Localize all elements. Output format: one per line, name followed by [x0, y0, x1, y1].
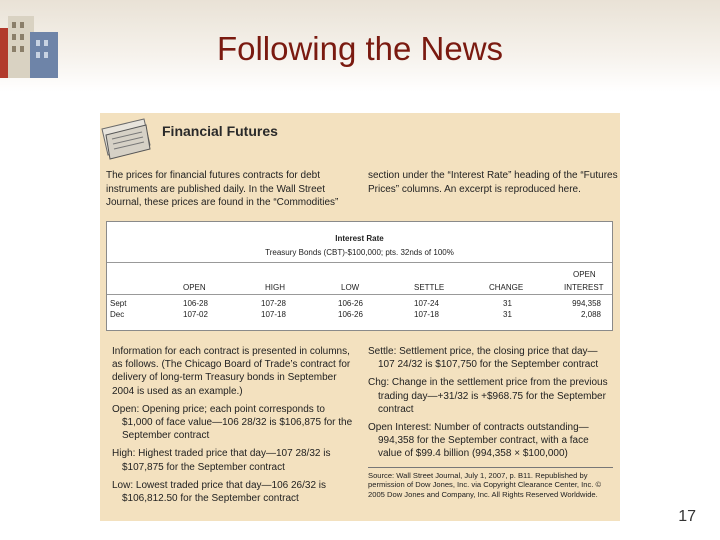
col-header-change: CHANGE: [489, 283, 524, 292]
explanation-open: Open: Opening price; each point corresponds to $1,000 of face value—106 28/32 is $106,875 for the September contract: [112, 403, 353, 442]
cell-high: 107-18: [261, 310, 286, 319]
explanation-settle: Settle: Settlement price, the closing price that day—107 24/32 is $107,750 for the September contract: [368, 346, 599, 371]
source-citation: Source: Wall Street Journal, July 1, 2007, p. B11. Republished by permission of Dow Jones, Inc. via Copyright Clearance Center, Inc. © 2005 Dow Jones and Company, Inc. All Rights Reserved Worldwide.: [368, 467, 613, 500]
explanations-right: [368, 345, 613, 499]
col-header-low: LOW: [341, 283, 360, 292]
table-heading: Interest Rate: [335, 234, 384, 243]
table-subheading: Treasury Bonds (CBT)-$100,000; pts. 32nds of 100%: [265, 248, 454, 257]
explanation-change: Chg: Change in the settlement price from the previous trading day—+31/32 is +$968.75 for the September contract: [368, 377, 608, 415]
cell-change: 31: [503, 299, 512, 308]
col-header-open-interest-2: INTEREST: [564, 283, 604, 292]
cell-change: 31: [503, 310, 512, 319]
cell-high: 107-28: [261, 299, 286, 308]
cell-open-interest: 2,088: [580, 310, 601, 319]
explanations-left: [112, 345, 357, 510]
financial-futures-box: [100, 113, 620, 521]
col-header-open-interest-1: OPEN: [573, 270, 596, 279]
col-header-open: OPEN: [183, 283, 206, 292]
row-month: Sept: [110, 299, 127, 308]
slide-title: Following the News: [216, 30, 504, 67]
box-title: Financial Futures: [162, 123, 278, 139]
cell-open: 107-02: [183, 310, 208, 319]
col-header-high: HIGH: [265, 283, 285, 292]
explanation-intro: Information for each contract is presented in columns, as follows. (The Chicago Board of Trade’s contract for delivery of long-term Treasury bonds in September 2004 is used as an example.): [112, 346, 351, 397]
col-header-settle: SETTLE: [414, 283, 445, 292]
intro-text-right: section under the “Interest Rate” heading of the “Futures Prices” columns. An excerpt is reproduced here.: [368, 170, 618, 195]
futures-quote-table: [106, 221, 613, 331]
cell-open-interest: 994,358: [572, 299, 601, 308]
intro-text-left: The prices for financial futures contracts for debt instruments are published daily. In the Wall Street Journal, these prices are found in the “Commodities”: [106, 170, 339, 208]
divider: [107, 294, 612, 295]
cell-settle: 107-24: [414, 299, 439, 308]
explanation-open-interest: Open Interest: Number of contracts outstanding—994,358 for the September contract, with a face value of $99.4 billion (994,358 × $100,000): [368, 422, 589, 460]
divider: [107, 262, 612, 263]
page-number: 17: [678, 508, 696, 525]
cell-settle: 107-18: [414, 310, 439, 319]
newspaper-icon: [98, 115, 154, 165]
explanation-low: Low: Lowest traded price that day—106 26/32 is $106,812.50 for the September contract: [112, 479, 327, 505]
explanation-high: High: Highest traded price that day—107 28/32 is $107,875 for the September contract: [112, 448, 331, 473]
cell-low: 106-26: [338, 310, 363, 319]
cell-low: 106-26: [338, 299, 363, 308]
cell-open: 106-28: [183, 299, 208, 308]
row-month: Dec: [110, 310, 125, 319]
